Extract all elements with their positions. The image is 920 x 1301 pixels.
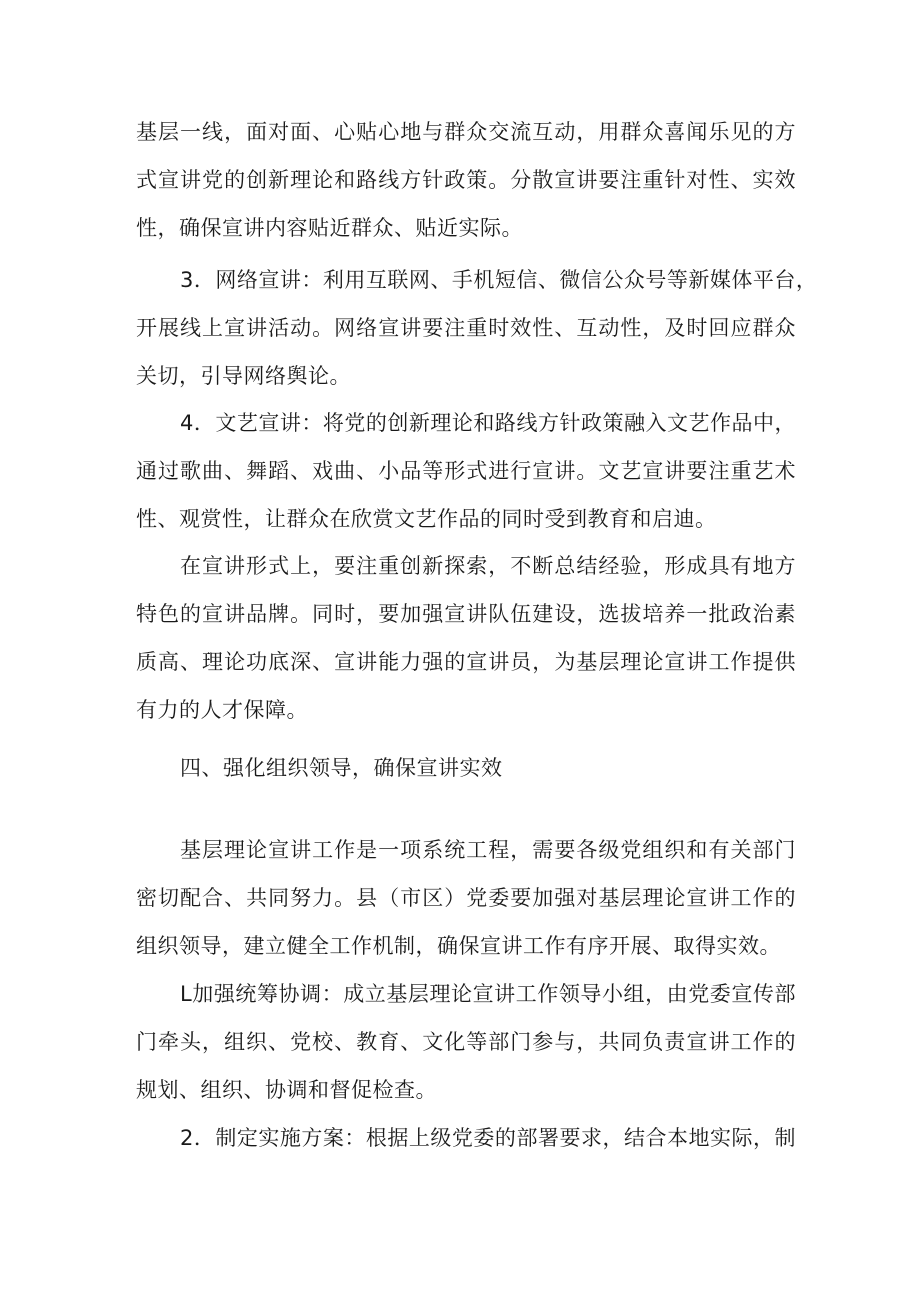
- paragraph-arts-lecture: [136, 399, 796, 543]
- paragraph-line: 2．制定实施方案：根据上级党委的部署要求，结合本地实际，制: [180, 1126, 796, 1150]
- paragraph-line: 在宣讲形式上，要注重创新探索，不断总结经验，形成具有地方: [180, 554, 796, 578]
- paragraph-line: 有力的人才保障。: [136, 698, 308, 722]
- paragraph-line: 规划、组织、协调和督促检查。: [136, 1078, 437, 1102]
- paragraph-line: 基层理论宣讲工作是一项系统工程，需要各级党组织和有关部门: [180, 838, 796, 862]
- paragraph-line: 式宣讲党的创新理论和路线方针政策。分散宣讲要注重针对性、实效: [136, 168, 796, 192]
- paragraph-organization: [136, 826, 796, 970]
- paragraph-implementation-plan: [136, 1114, 796, 1162]
- section-heading: [136, 744, 796, 792]
- paragraph-line: L加强统筹协调：成立基层理论宣讲工作领导小组，由党委宣传部: [180, 982, 796, 1006]
- paragraph-line: 开展线上宣讲活动。网络宣讲要注重时效性、互动性，及时回应群众: [136, 316, 796, 340]
- paragraph-online-lecture: [136, 256, 818, 400]
- paragraph-line: 性，确保宣讲内容贴近群众、贴近实际。: [136, 216, 523, 240]
- paragraph-line: 3．网络宣讲：利用互联网、手机短信、微信公众号等新媒体平台，: [180, 268, 818, 292]
- paragraph-line: 密切配合、共同努力。县（市区）党委要加强对基层理论宣讲工作的: [136, 886, 796, 910]
- section-heading-text: 四、强化组织领导，确保宣讲实效: [180, 756, 503, 780]
- paragraph-line: 特色的宣讲品牌。同时，要加强宣讲队伍建设，选拔培养一批政治素: [136, 602, 796, 626]
- paragraph-line: 组织领导，建立健全工作机制，确保宣讲工作有序开展、取得实效。: [136, 934, 781, 958]
- paragraph-line: 通过歌曲、舞蹈、戏曲、小品等形式进行宣讲。文艺宣讲要注重艺术: [136, 459, 796, 483]
- paragraph-line: 质高、理论功底深、宣讲能力强的宣讲员，为基层理论宣讲工作提供: [136, 650, 796, 674]
- paragraph-line: 基层一线，面对面、心贴心地与群众交流互动，用群众喜闻乐见的方: [136, 120, 796, 144]
- paragraph-coordination: [136, 970, 796, 1114]
- paragraph-line: 4．文艺宣讲：将党的创新理论和路线方针政策融入文艺作品中，: [180, 411, 796, 435]
- paragraph-line: 门牵头，组织、党校、教育、文化等部门参与，共同负责宣讲工作的: [136, 1030, 796, 1054]
- paragraph-line: 关切，引导网络舆论。: [136, 364, 351, 388]
- paragraph-line: 性、观赏性，让群众在欣赏文艺作品的同时受到教育和启迪。: [136, 507, 717, 531]
- paragraph-continuation: [136, 108, 796, 252]
- paragraph-lecture-forms: [136, 542, 796, 734]
